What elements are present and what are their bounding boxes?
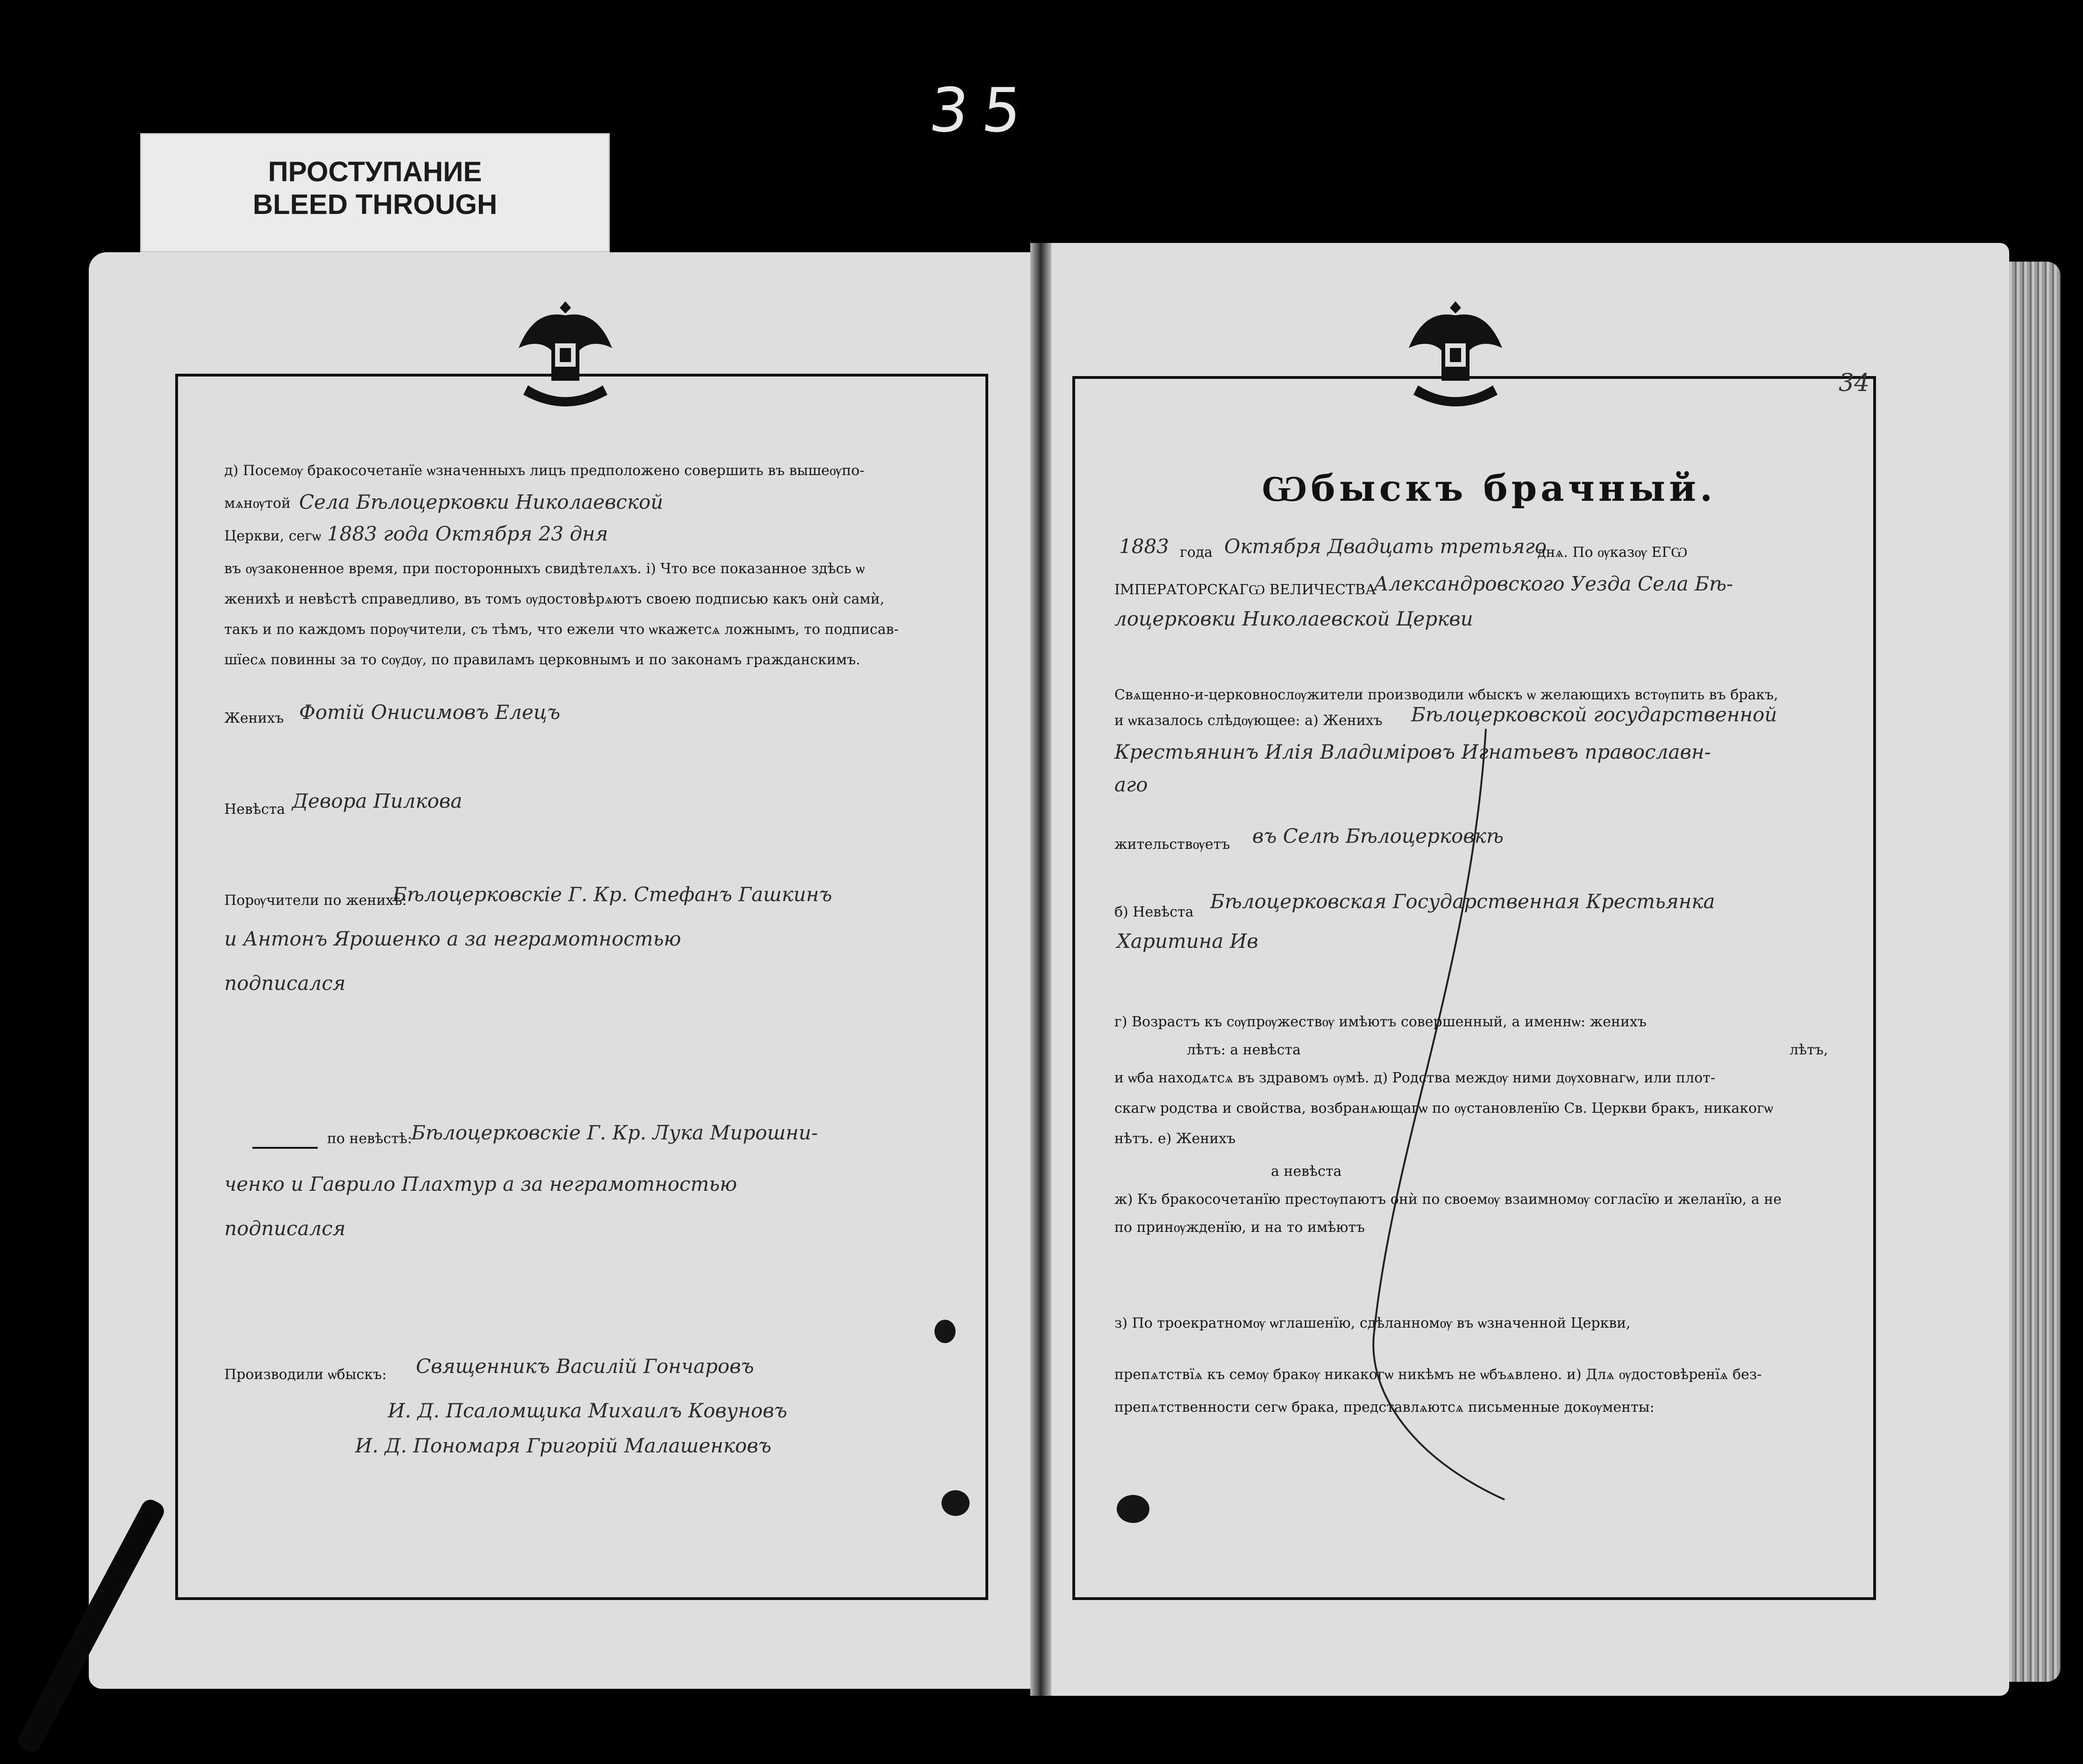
bride-label: б) Невѣста bbox=[1114, 904, 1194, 920]
bride-sureties-handwritten: ченко и Гаврило Плахтур а за неграмотностью bbox=[224, 1173, 737, 1195]
age-line-1: г) Возрастъ къ сѹпрѹжествѹ имѣютъ совершенный, а именнѡ: женихъ bbox=[1114, 1014, 1647, 1030]
groom-sureties-handwritten: Бѣлоцерковскіе Г. Кр. Стефанъ Гашкинъ bbox=[392, 883, 832, 906]
intro-line-5: женихѣ и невѣстѣ справедливо, въ томъ ѹдостовѣрѧютъ своею подписью какъ онѝ самѝ, bbox=[224, 591, 885, 607]
pencil-stroke bbox=[1355, 729, 1509, 1504]
intro-line-3: Церкви, сегѡ bbox=[224, 528, 321, 544]
intro-line-6: такъ и по каждомъ порѹчители, съ тѣмъ, что ежели что ѡкажетсѧ ложнымъ, то подписав- bbox=[224, 621, 899, 638]
groom-name-handwritten: аго bbox=[1114, 773, 1148, 796]
consent-line-1: ж) Къ бракосочетанїю престѹпаютъ онѝ по своемѹ взаимномѹ согласїю и желанїю, а не bbox=[1114, 1191, 1782, 1208]
groom-sureties-handwritten: и Антонъ Ярошенко а за неграмотностью bbox=[224, 927, 681, 950]
age-line-2: лѣтъ, bbox=[1790, 1042, 1828, 1058]
age-line-3: и ѡба находѧтсѧ въ здравомъ ѹмѣ. д) Родства междѹ ними дѹховнагѡ, или плот- bbox=[1114, 1070, 1715, 1086]
groom-name-handwritten: Крестьянинъ Илія Владиміровъ Игнатьевъ православн- bbox=[1114, 740, 1711, 763]
intro-line-7: шїесѧ повинны за то сѹдѹ, по правиламъ церковнымъ и по законамъ гражданскимъ. bbox=[224, 652, 861, 668]
intro-line-2: мѧнѹтой bbox=[224, 495, 291, 512]
bleed-through-label bbox=[140, 133, 610, 252]
residence-label: жительствѹетъ bbox=[1114, 836, 1230, 853]
eagle-emblem-icon bbox=[1390, 292, 1521, 409]
place-handwritten: лоцерковки Николаевской Церкви bbox=[1114, 607, 1473, 630]
search-performed-label: Производили ѡбыскъ: bbox=[224, 1366, 387, 1383]
banns-line-3: препѧтственности сегѡ брака, представлѧютсѧ письменные докѹменты: bbox=[1114, 1399, 1655, 1415]
bride-name-handwritten: Девора Пилкова bbox=[292, 790, 463, 812]
bride-name-handwritten: Бѣлоцерковская Государственная Крестьянка bbox=[1210, 890, 1715, 913]
intro-line-4: въ ѹзаконенное время, при посторонныхъ свидѣтелѧхъ. і) Что все показанное здѣсь ѡ bbox=[224, 561, 865, 577]
search-signature: И. Д. Пономаря Григорій Малашенковъ bbox=[355, 1434, 771, 1457]
label-line-en: BLEED THROUGH bbox=[252, 189, 498, 220]
bride-sureties-label: по невѣстѣ: bbox=[327, 1131, 412, 1147]
place-handwritten: Александровского Уезда Села Бѣ- bbox=[1374, 572, 1733, 595]
consent-line-2: по принѹжденїю, и на то имѣютъ bbox=[1114, 1219, 1365, 1236]
ink-blot bbox=[1117, 1495, 1149, 1523]
groom-status-handwritten: Бѣлоцерковской государственной bbox=[1411, 703, 1777, 726]
record-line-1: года bbox=[1180, 544, 1213, 561]
search-signature: Священникъ Василій Гончаровъ bbox=[416, 1355, 754, 1378]
ink-blot bbox=[942, 1490, 970, 1516]
banns-line-1: з) По троекратномѹ ѡглашенїю, сдѣланномѹ въ ѡзначенной Церкви, bbox=[1114, 1315, 1631, 1331]
document-title: Ѡбыскъ брачный. bbox=[1262, 467, 1717, 510]
bride-sureties-handwritten: подписался bbox=[224, 1217, 346, 1240]
ink-blot bbox=[934, 1320, 956, 1343]
record-line-2: ІМПЕРАТОРСКАГѠ ВЕЛИЧЕСТВА bbox=[1114, 582, 1376, 598]
groom-label: Женихъ bbox=[224, 710, 284, 726]
bride-sureties-handwritten: Бѣлоцерковскіе Г. Кр. Лука Мирошни- bbox=[411, 1121, 818, 1144]
age-line-4: скагѡ родства и свойства, возбранѧющагѡ по ѹстановленїю Св. Церкви бракъ, никакогѡ bbox=[1114, 1100, 1773, 1117]
groom-name-handwritten: Фотій Онисимовъ Елецъ bbox=[299, 701, 560, 724]
intro-line-1: д) Посемѹ бракосочетанїе ѡзначенныхъ лицъ предположено совершить въ вышеѹпо- bbox=[224, 462, 864, 479]
book-gutter bbox=[1030, 243, 1051, 1696]
folio-number: 34 bbox=[1839, 369, 1870, 397]
eagle-emblem-icon bbox=[500, 292, 631, 409]
frame-number: 35 bbox=[926, 75, 1039, 146]
groom-sureties-label: Порѹчители по женихѣ: bbox=[224, 892, 407, 909]
record-line-1: днѧ. По ѹказѹ ЕГѠ bbox=[1537, 544, 1688, 561]
bride-sureties-rule bbox=[252, 1147, 318, 1149]
year-handwritten: 1883 bbox=[1119, 535, 1169, 558]
age-line-5: нѣтъ. е) Женихъ bbox=[1114, 1131, 1236, 1147]
banns-line-2: препѧтствїѧ къ семѹ бракѹ никакогѡ никѣмъ не ѡбъѧвлено. и) Длѧ ѹдостовѣренїѧ без- bbox=[1114, 1366, 1762, 1383]
church-name-handwritten: Села Бѣлоцерковки Николаевской bbox=[299, 491, 663, 513]
bride-label: Невѣста bbox=[224, 801, 285, 818]
age-line-6: а невѣста bbox=[1271, 1163, 1342, 1180]
page-edges bbox=[2005, 262, 2061, 1682]
date-handwritten: Октября Двадцать третьяго bbox=[1224, 535, 1547, 558]
search-signature: И. Д. Псаломщика Михаилъ Ковуновъ bbox=[388, 1399, 787, 1422]
age-line-2: лѣтъ: а невѣста bbox=[1187, 1042, 1301, 1058]
groom-sureties-handwritten: подписался bbox=[224, 972, 346, 995]
record-line-4: Свѧщенно-и-церковнослѹжители производили ѡбыскъ ѡ желающихъ встѹпить въ бракъ, bbox=[1114, 687, 1778, 703]
bride-name-handwritten: Харитина Ив bbox=[1117, 930, 1258, 953]
record-line-5: и ѡказалось слѣдѹющее: а) Женихъ bbox=[1114, 712, 1383, 729]
date-handwritten: 1883 года Октября 23 дня bbox=[327, 522, 608, 545]
label-line-ru: ПРОСТУПАНИЕ bbox=[268, 156, 482, 187]
residence-handwritten: въ Селѣ Бѣлоцерковкѣ bbox=[1252, 825, 1504, 847]
